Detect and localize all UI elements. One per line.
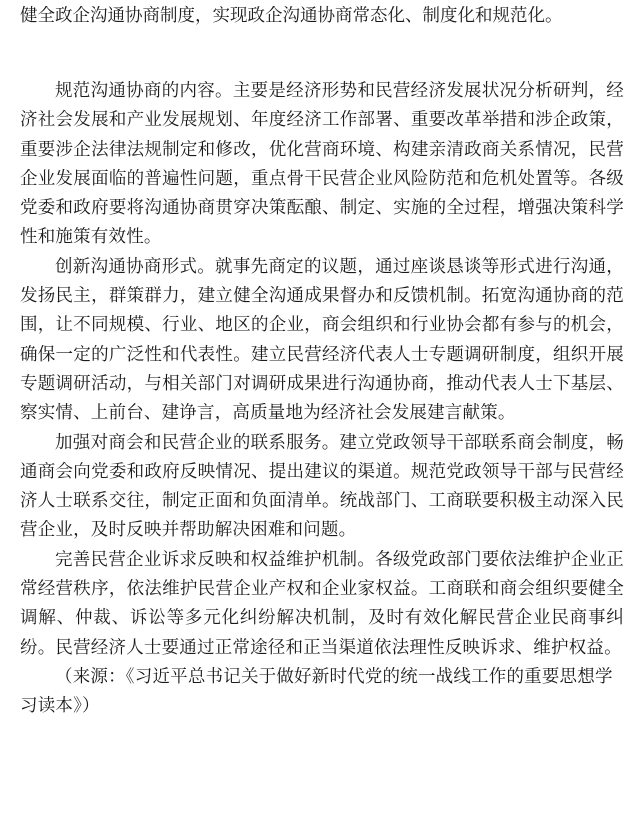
paragraph-rights-protection: 完善民营企业诉求反映和权益维护机制。各级党政部门要依法维护企业正常经营秩序，依法维护民营企业产权和企业家权益。工商联和商会组织要健全调解、仲裁、诉讼等多元化纠纷解决机制，及时有效化解民营企业民商事纠纷。民营经济人士要通过正常途径和正当渠道依法理性反映诉求、维护权益。 [20,549,624,658]
paragraph-liaison-service: 加强对商会和民营企业的联系服务。建立党政领导干部联系商会制度，畅通商会向党委和政府反映情况、提出建议的渠道。规范党政领导干部与民营经济人士联系交往，制定正面和负面清单。统战部门、工商联要积极主动深入民营企业，及时反映并帮助解决困难和问题。 [20,432,624,541]
paragraph-innovate-form: 创新沟通协商形式。就事先商定的议题，通过座谈恳谈等形式进行沟通，发扬民主，群策群力，建立健全沟通成果督办和反馈机制。拓宽沟通协商的范围，让不同规模、行业、地区的企业，商会组织和行业协会都有参与的机会，确保一定的广泛性和代表性。建立民营经济代表人士专题调研制度，组织开展专题调研活动，与相关部门对调研成果进行沟通协商，推动代表人士下基层、察实情、上前台、建诤言，高质量地为经济社会发展建言献策。 [20,256,624,424]
paragraph-gap [20,31,624,77]
opening-line: 健全政企沟通协商制度，实现政企沟通协商常态化、制度化和规范化。 [20,6,563,26]
source-note: （来源：《习近平总书记关于做好新时代党的统一战线工作的重要思想学习读本》） [20,666,613,717]
paragraph-content-scope: 规范沟通协商的内容。主要是经济形势和民营经济发展状况分析研判，经济社会发展和产业发展规划、年度经济工作部署、重要改革举措和涉企政策，重要涉企法律法规制定和修改，优化营商环境、构建亲清政商关系情况，民营企业发展面临的普遍性问题，重点骨干民营企业风险防范和危机处置等。各级党委和政府要将沟通协商贯穿决策酝酿、制定、实施的全过程，增强决策科学性和施策有效性。 [20,81,624,248]
document-page [20,0,624,722]
